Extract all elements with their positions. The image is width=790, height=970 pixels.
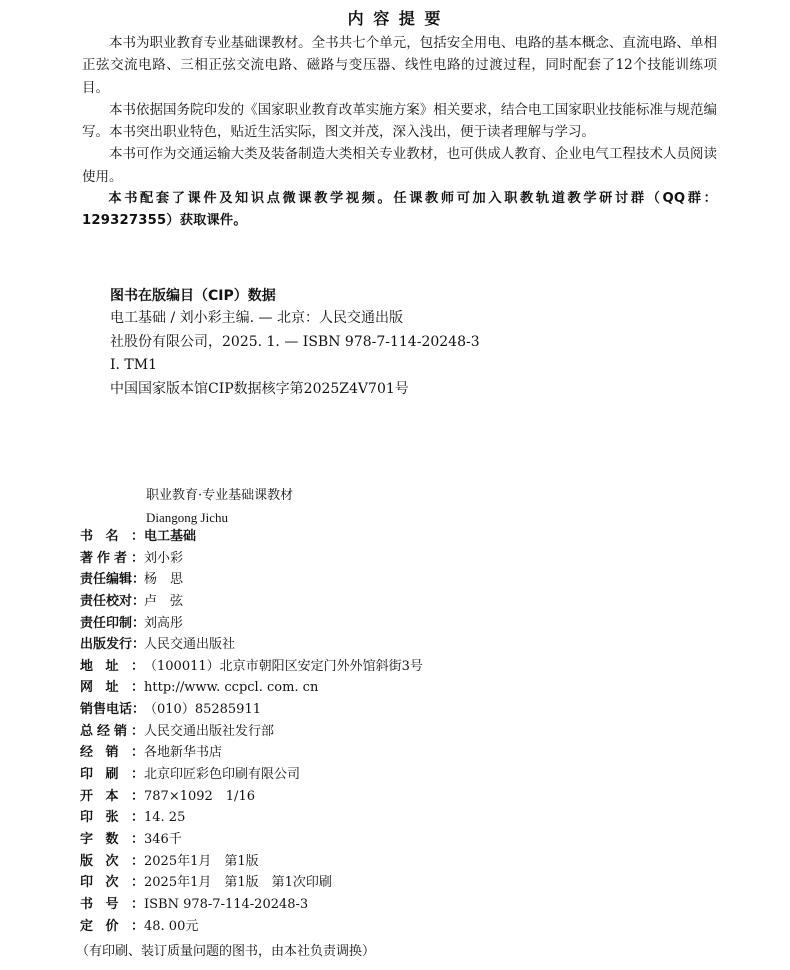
cip-block	[110, 285, 550, 401]
info-label: 经销：	[80, 745, 144, 761]
info-label: 地址：	[80, 658, 144, 674]
info-row-word-count	[80, 829, 680, 851]
info-label: 字数：	[80, 831, 144, 847]
info-label: 书号：	[80, 896, 144, 912]
info-label: 开本：	[80, 788, 144, 804]
info-label: 责任校对：	[80, 593, 146, 609]
summary-paragraph: 本书依据国务院印发的《国家职业教育改革实施方案》相关要求，结合电工国家职业技能标准与规范编写。本书突出职业特色，贴近生活实际，图文并茂，深入浅出，便于读者理解与学习。	[82, 101, 717, 141]
info-value: 刘高彤	[144, 615, 184, 631]
cip-heading: 图书在版编目（CIP）数据	[110, 288, 276, 304]
info-label: 总经销：	[80, 723, 144, 739]
info-value: 人民交通出版社	[144, 637, 236, 653]
info-value: 2025年1月 第1版	[144, 853, 259, 869]
info-value: 2025年1月 第1版 第1次印刷	[144, 875, 332, 891]
summary-paragraph: 本书可作为交通运输大类及装备制造大类相关专业教材，也可供成人教育、企业电气工程技术人员阅读使用。	[82, 146, 717, 185]
info-row-editor	[80, 569, 680, 591]
cip-line: 社股份有限公司，2025. 1. — ISBN 978-7-114-20248-3	[110, 333, 480, 350]
info-value: 电工基础	[144, 529, 197, 544]
info-row-proofreader	[80, 591, 680, 613]
cip-line: Ⅰ. TM1	[110, 357, 158, 373]
info-label: 印刷：	[80, 767, 144, 783]
info-label: 印次：	[80, 875, 144, 891]
info-row-printing	[80, 872, 680, 894]
info-value: （100011）北京市朝阳区安定门外外馆斜街3号	[144, 658, 423, 674]
courseware-notice: 本书配套了课件及知识点微课教学视频。任课教师可加入职教轨道教学研讨群（QQ群：129327355）获取课件。	[82, 191, 717, 229]
summary-paragraph: 本书为职业教育专业基础课教材。全书共七个单元，包括安全用电、电路的基本概念、直流电路、单相正弦交流电路、三相正弦交流电路、磁路与变压器、线性电路的过渡过程，同时配套了12个技能训练项目。	[82, 35, 717, 96]
cip-line: 中国国家版本馆CIP数据核字第2025Z4V701号	[110, 380, 409, 397]
info-label: 销售电话：	[80, 702, 146, 718]
series-name: 职业教育·专业基础课教材	[146, 488, 294, 503]
info-label: 网址：	[80, 680, 144, 696]
info-row-sheets	[80, 807, 680, 829]
info-row-sales-phone	[80, 699, 680, 721]
summary-title: 内 容 提 要	[347, 9, 443, 28]
info-value: 卢 弦	[144, 593, 184, 609]
info-value: 48. 00元	[144, 918, 199, 934]
summary-section	[82, 32, 717, 233]
info-value: （010）85285911	[144, 702, 261, 718]
info-label: 出版发行：	[80, 637, 146, 653]
title-pinyin: Diangong Jichu	[146, 510, 228, 525]
info-row-author	[80, 548, 680, 570]
info-row-format	[80, 786, 680, 808]
info-value: 杨 思	[144, 572, 184, 588]
info-value: 各地新华书店	[144, 745, 223, 761]
info-row-price	[80, 916, 680, 938]
info-row-general-distributor	[80, 721, 680, 743]
info-value: 14. 25	[144, 810, 186, 826]
info-value: 346千	[144, 831, 182, 847]
info-row-edition	[80, 851, 680, 873]
info-value: ISBN 978-7-114-20248-3	[144, 896, 309, 912]
info-label: 版次：	[80, 853, 144, 869]
info-label: 印张：	[80, 810, 144, 826]
info-row-isbn	[80, 894, 680, 916]
info-value: 北京印匠彩色印刷有限公司	[144, 767, 301, 783]
info-row-title	[80, 526, 680, 548]
publication-info	[80, 526, 680, 937]
info-value: http://www. ccpcl. com. cn	[144, 680, 319, 696]
info-value: 人民交通出版社发行部	[144, 723, 275, 739]
cip-line: 电工基础 / 刘小彩主编. — 北京：人民交通出版	[110, 310, 403, 326]
info-row-print-supervisor	[80, 613, 680, 635]
cip-lines	[110, 307, 550, 401]
info-label: 定价：	[80, 918, 144, 934]
info-row-publisher	[80, 634, 680, 656]
info-value: 刘小彩	[144, 550, 184, 566]
info-row-distributor	[80, 742, 680, 764]
quality-note: （有印刷、装订质量问题的图书，由本社负责调换）	[76, 944, 376, 959]
info-label: 责任印制：	[80, 615, 146, 631]
info-value: 787×1092 1/16	[144, 788, 255, 804]
info-label: 著作者：	[80, 550, 144, 566]
series-block	[146, 485, 293, 529]
info-label: 责任编辑：	[80, 572, 146, 588]
info-row-printer	[80, 764, 680, 786]
info-label: 书名：	[80, 529, 144, 544]
info-row-website	[80, 677, 680, 699]
info-row-address	[80, 656, 680, 678]
